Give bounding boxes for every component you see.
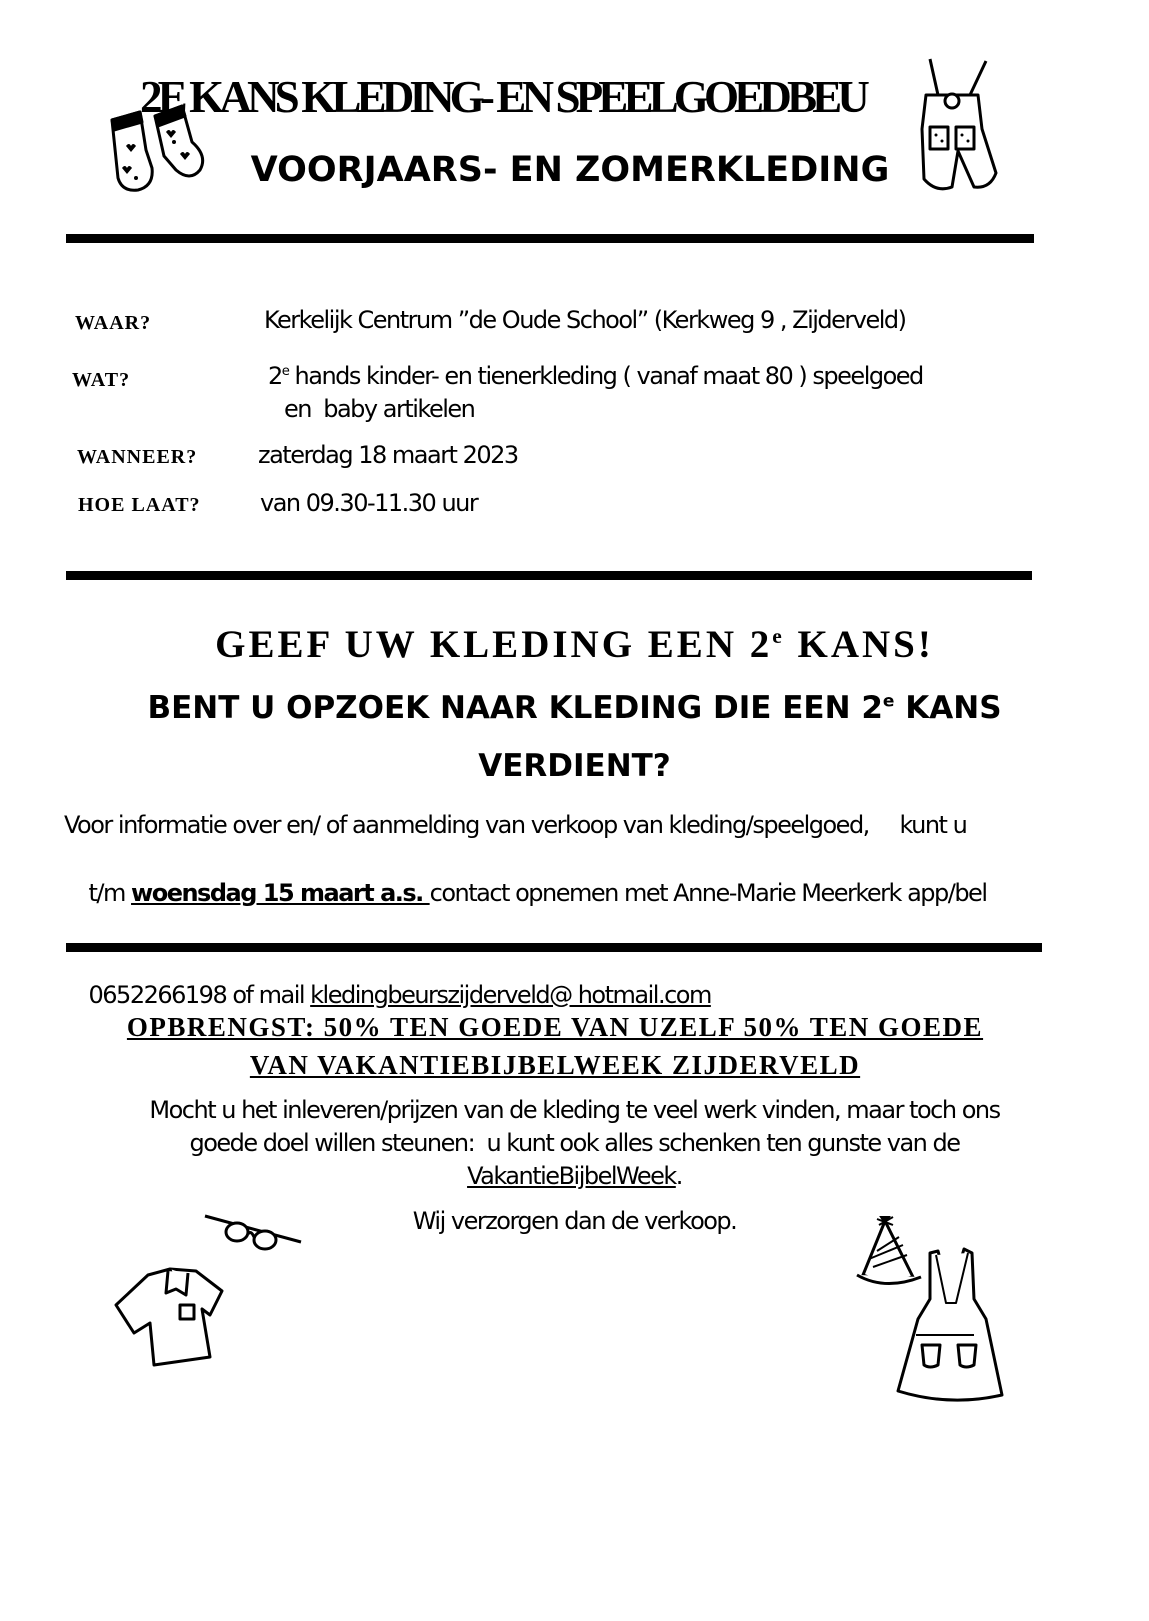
glasses-icon [205, 1212, 305, 1262]
divider [66, 234, 1034, 243]
callout-heading-suffix: KANS! [784, 623, 934, 666]
callout-question-sup: e [882, 691, 895, 712]
donation-link-suffix: . [675, 1162, 682, 1190]
callout-question-suffix: KANS [894, 690, 1002, 726]
callout-question-line2: VERDIENT? [478, 748, 671, 784]
donation-line1: Mocht u het inleveren/prijzen van de kleding te veel werk vinden, maar toch ons [149, 1096, 1000, 1124]
page-subtitle: VOORJAARS- EN ZOMERKLEDING [250, 150, 890, 190]
pinafore-dress-icon [890, 1245, 1010, 1405]
overalls-icon [900, 55, 1000, 205]
wanneer-value: zaterdag 18 maart 2023 [258, 441, 518, 469]
divider [66, 571, 1032, 580]
page-title: 2E KANS KLEDING- EN SPEELGOEDBEU [140, 71, 865, 122]
callout-heading [0, 622, 1149, 667]
contact-line1: Voor informatie over en/ of aanmelding van verkoop van kleding/speelgoed, kunt u [64, 811, 967, 839]
callout-question-prefix: BENT U OPZOEK NAAR KLEDING DIE EEN 2 [147, 690, 883, 726]
donation-line3 [0, 1160, 1149, 1193]
opbrengst-line2: VAN VAKANTIEBIJBELWEEK ZIJDERVELD [249, 1050, 861, 1080]
wat-value [268, 362, 923, 390]
donation-line4: Wij verzorgen dan de verkoop. [412, 1207, 737, 1235]
callout-heading-prefix: GEEF UW KLEDING EEN 2 [215, 623, 773, 666]
callout-question [0, 690, 1149, 726]
donation-paragraph [0, 1094, 1149, 1238]
wat-value-line2: en baby artikelen [284, 395, 475, 423]
donation-line2: goede doel willen steunen: u kunt ook alles schenken ten gunste van de [189, 1129, 960, 1157]
contact-line2-prefix: t/m [88, 879, 132, 907]
wat-value-sup: e [281, 364, 289, 379]
waar-label: WAAR? [75, 312, 152, 334]
opbrengst-line1: OPBRENGST: 50% TEN GOEDE VAN UZELF 50% TEN GOEDE [126, 1012, 984, 1042]
contact-line2 [64, 842, 1064, 944]
contact-line3-prefix: 0652266198 of mail [88, 981, 311, 1009]
divider [66, 943, 1042, 952]
polo-shirt-icon [110, 1265, 240, 1375]
waar-value: Kerkelijk Centrum ”de Oude School” (Kerkweg 9 , Zijderveld) [264, 306, 906, 334]
vakantiebijbelweek-link[interactable]: VakantieBijbelWeek [467, 1162, 676, 1190]
hoelaat-label: HOE LAAT? [78, 494, 201, 516]
wat-label: WAT? [72, 369, 131, 391]
email-link[interactable]: kledingbeurszijderveld@ hotmail.com [310, 981, 711, 1009]
callout-heading-sup: e [772, 624, 785, 648]
hoelaat-value: van 09.30-11.30 uur [260, 489, 478, 517]
opbrengst-heading [40, 1008, 1070, 1084]
wat-value-prefix: 2 [268, 362, 282, 390]
wat-value-rest: hands kinder- en tienerkleding ( vanaf maat 80 ) speelgoed [288, 362, 923, 390]
wanneer-label: WANNEER? [77, 446, 198, 468]
deadline-text: woensdag 15 maart a.s. [131, 879, 430, 907]
contact-line2-suffix: contact opnemen met Anne-Marie Meerkerk app/bel [429, 879, 987, 907]
